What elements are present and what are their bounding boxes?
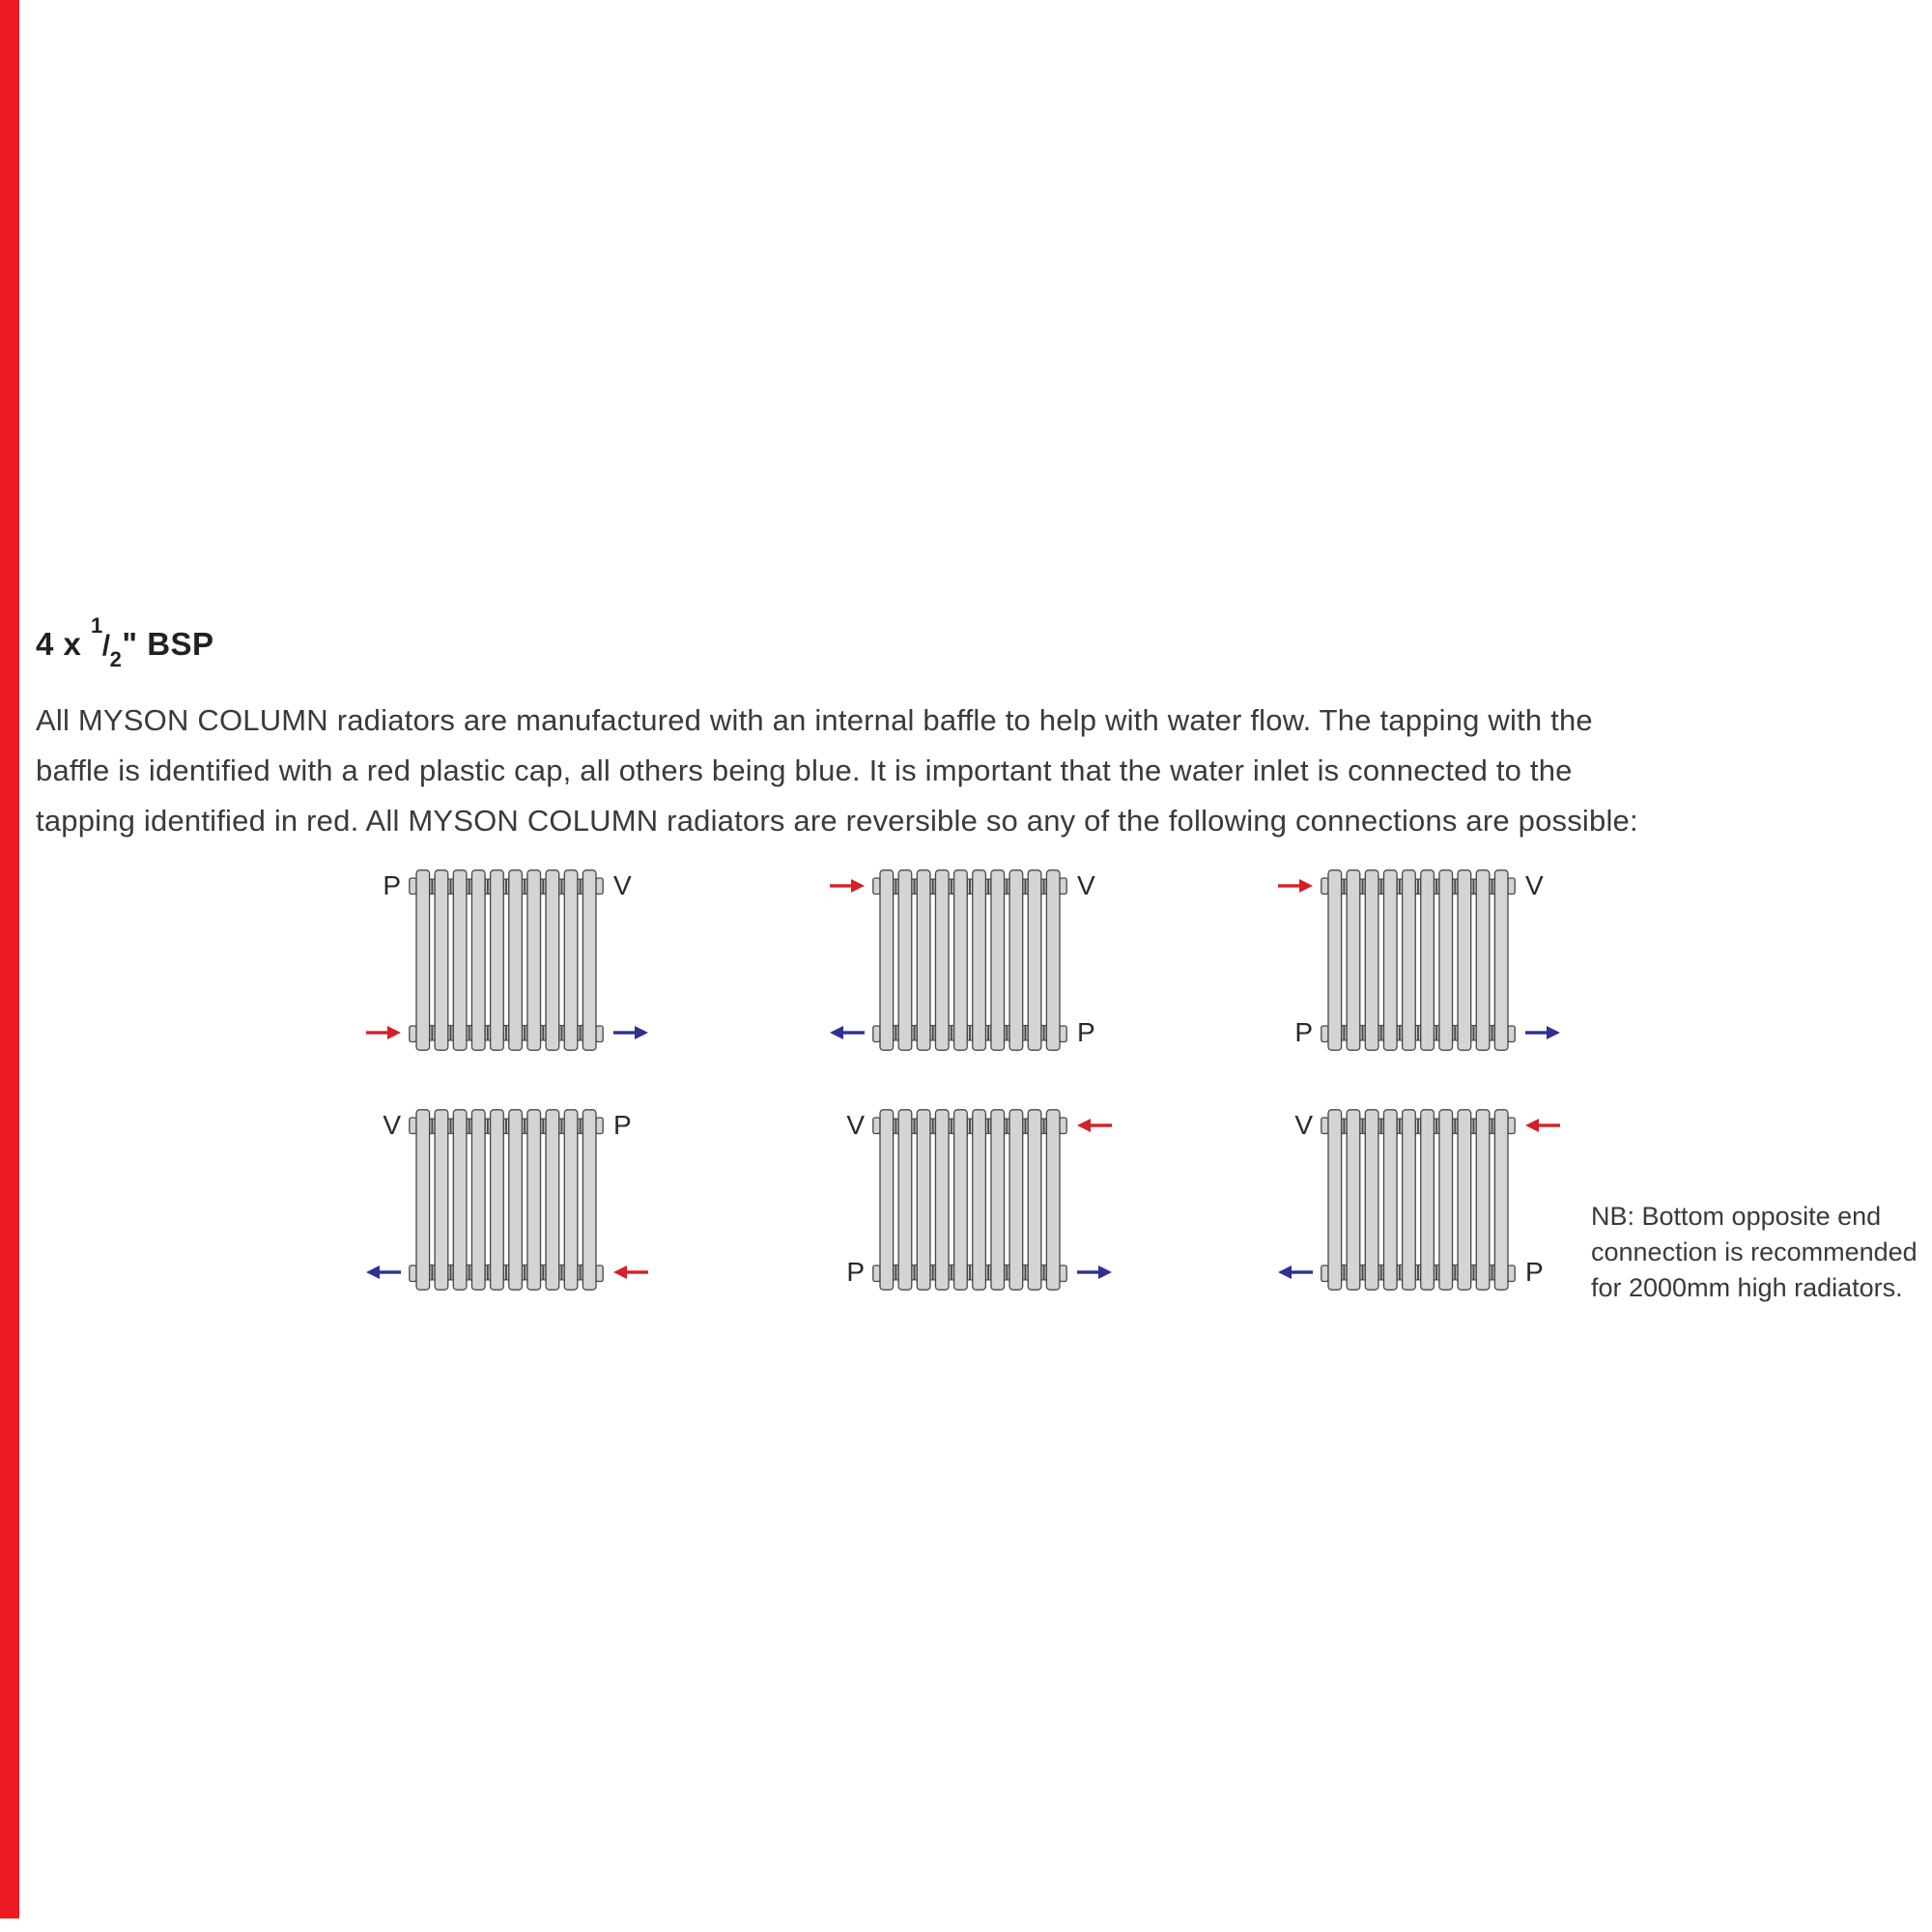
radiator-connection-diagram-bottom-middle xyxy=(737,1070,1201,1312)
flow-inlet-arrow-icon xyxy=(613,1264,648,1280)
corner-left-bottom xyxy=(281,1016,401,1049)
fraction-denominator: 2 xyxy=(109,646,123,671)
corner-right-top xyxy=(1525,869,1645,902)
return-outlet-arrow-icon xyxy=(1077,1264,1112,1280)
nb-note-line: NB: Bottom opposite end xyxy=(1591,1202,1882,1231)
page-edge-accent-bar xyxy=(0,0,19,1918)
radiator-diagram xyxy=(409,1109,604,1291)
return-outlet-arrow-icon xyxy=(613,1025,648,1040)
corner-left-top xyxy=(745,1109,865,1142)
radiator-diagram xyxy=(409,869,604,1051)
radiator-diagram xyxy=(1321,869,1516,1051)
corner-left-top xyxy=(1193,1109,1313,1142)
tapping-label-p: P xyxy=(1294,1017,1313,1047)
intro-paragraph xyxy=(36,696,1638,846)
return-outlet-arrow-icon xyxy=(830,1025,865,1040)
tapping-label-v: V xyxy=(1525,870,1544,900)
corner-right-top xyxy=(613,1109,733,1142)
tapping-label-p: P xyxy=(383,870,401,900)
corner-left-bottom xyxy=(1193,1016,1313,1049)
tapping-label-v: V xyxy=(613,870,632,900)
tapping-label-p: P xyxy=(1525,1257,1544,1287)
radiator-connection-diagram-top-left xyxy=(273,831,737,1072)
radiator-diagram xyxy=(872,1109,1067,1291)
corner-right-bottom xyxy=(1077,1256,1197,1289)
corner-left-bottom xyxy=(745,1016,865,1049)
nb-note-line: for 2000mm high radiators. xyxy=(1591,1273,1903,1302)
corner-left-top xyxy=(281,1109,401,1142)
corner-left-bottom xyxy=(281,1256,401,1289)
corner-left-top xyxy=(281,869,401,902)
tapping-label-p: P xyxy=(1077,1017,1095,1047)
corner-right-top xyxy=(1077,1109,1197,1142)
fraction-slash: / xyxy=(101,630,111,662)
radiator-connection-diagram-top-middle xyxy=(737,831,1201,1072)
corner-left-top xyxy=(1193,869,1313,902)
corner-right-bottom xyxy=(1077,1016,1197,1049)
tapping-label-v: V xyxy=(1294,1110,1313,1140)
corner-right-top xyxy=(1077,869,1197,902)
corner-left-bottom xyxy=(745,1256,865,1289)
radiator-connection-diagram-bottom-left xyxy=(273,1070,737,1312)
tapping-label-v: V xyxy=(1077,870,1095,900)
radiator-connection-diagram-top-right xyxy=(1185,831,1649,1072)
flow-inlet-arrow-icon xyxy=(1077,1118,1112,1133)
return-outlet-arrow-icon xyxy=(1525,1025,1560,1040)
section-title-suffix: " BSP xyxy=(122,626,214,662)
return-outlet-arrow-icon xyxy=(366,1264,401,1280)
nb-note xyxy=(1591,1199,1918,1306)
nb-note-line: connection is recommended xyxy=(1591,1237,1918,1266)
corner-left-bottom xyxy=(1193,1256,1313,1289)
corner-right-bottom xyxy=(613,1256,733,1289)
corner-right-top xyxy=(1525,1109,1645,1142)
return-outlet-arrow-icon xyxy=(1278,1264,1313,1280)
corner-left-top xyxy=(745,869,865,902)
tapping-label-p: P xyxy=(613,1110,632,1140)
flow-inlet-arrow-icon xyxy=(1278,878,1313,894)
fraction-numerator: 1 xyxy=(91,613,103,638)
flow-inlet-arrow-icon xyxy=(366,1025,401,1040)
paragraph-line: tapping identified in red. All MYSON COLUMN radiators are reversible so any of the following connections are possible: xyxy=(36,804,1638,838)
corner-right-bottom xyxy=(1525,1016,1645,1049)
flow-inlet-arrow-icon xyxy=(830,878,865,894)
section-title xyxy=(36,613,214,671)
paragraph-line: baffle is identified with a red plastic cap, all others being blue. It is important that the water inlet is connected to the xyxy=(36,753,1573,787)
tapping-label-v: V xyxy=(383,1110,401,1140)
flow-inlet-arrow-icon xyxy=(1525,1118,1560,1133)
radiator-connection-diagram-bottom-right xyxy=(1185,1070,1649,1312)
corner-right-top xyxy=(613,869,733,902)
tapping-label-v: V xyxy=(846,1110,865,1140)
radiator-diagram xyxy=(872,869,1067,1051)
tapping-label-p: P xyxy=(846,1257,865,1287)
section-title-prefix: 4 x xyxy=(36,626,92,662)
paragraph-line: All MYSON COLUMN radiators are manufactured with an internal baffle to help with water flow. The tapping with the xyxy=(36,703,1593,737)
radiator-diagram xyxy=(1321,1109,1516,1291)
corner-right-bottom xyxy=(613,1016,733,1049)
